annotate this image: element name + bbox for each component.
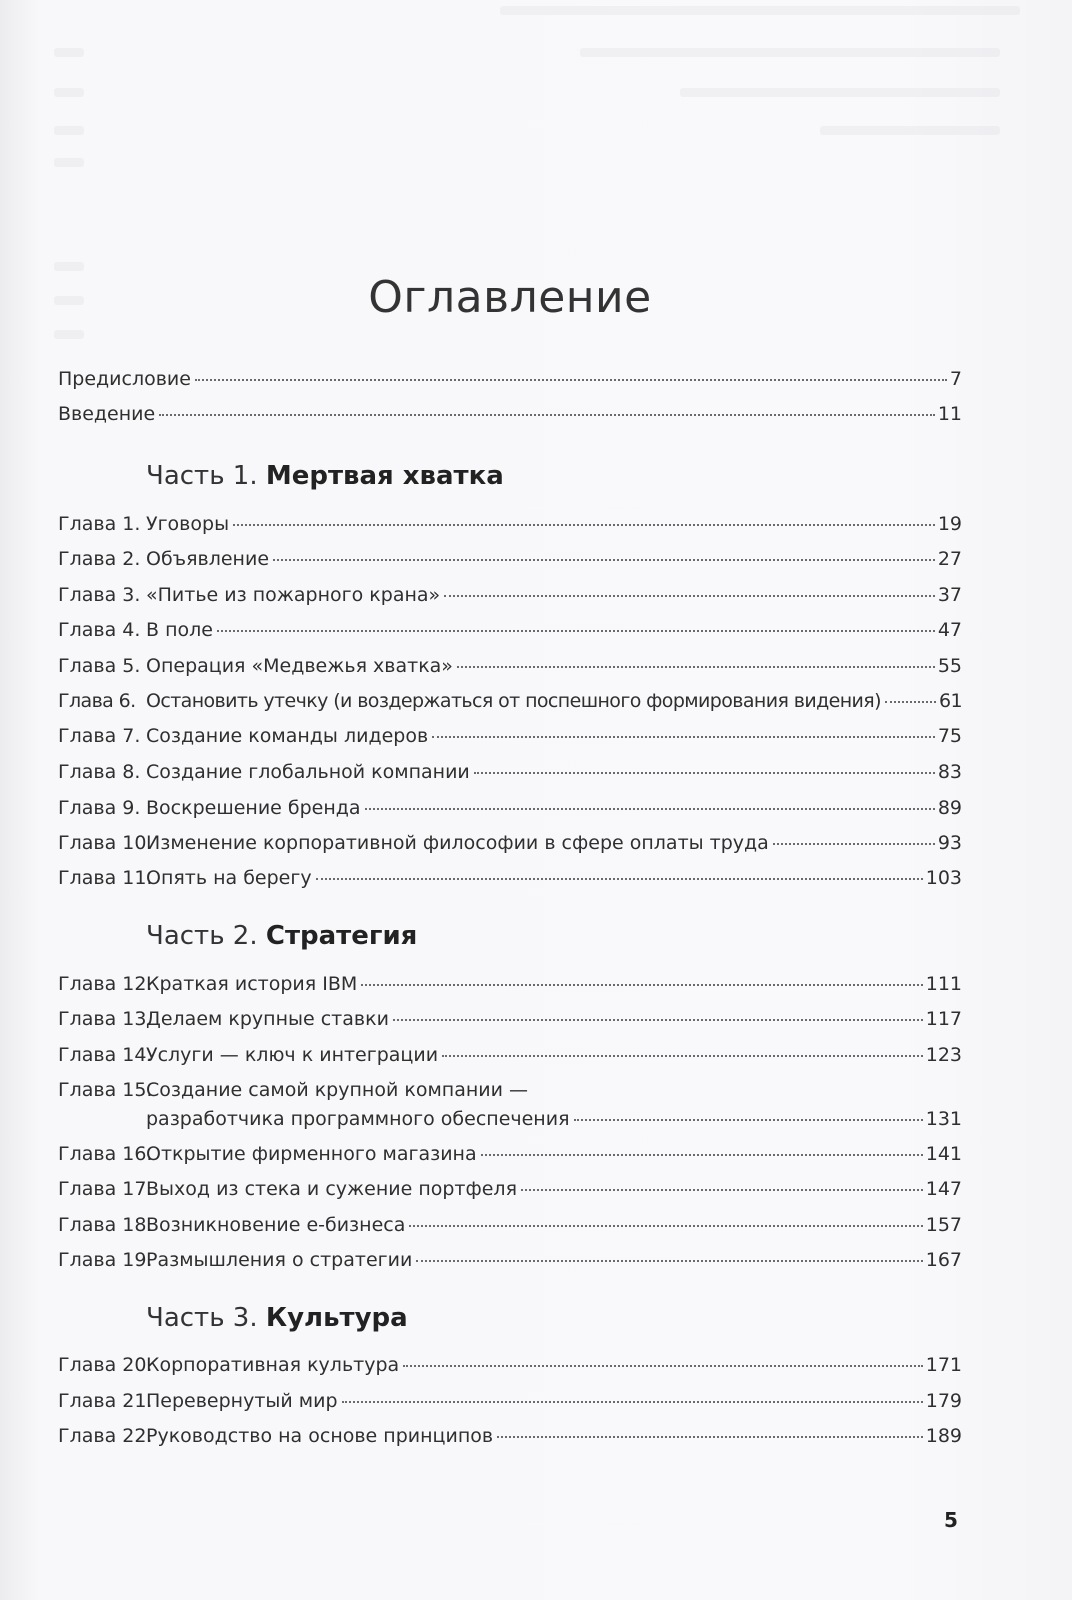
chapter-title: В поле [146, 619, 213, 641]
chapter-title: Возникновение е-бизнеса [146, 1214, 406, 1236]
chapter-label: Глава 19. [58, 1249, 153, 1271]
dot-leader [497, 1436, 923, 1438]
chapter-title: Опять на берегу [146, 867, 312, 889]
toc-entry-chapter [58, 1353, 962, 1377]
chapter-page: 171 [925, 1354, 962, 1376]
chapter-title: Корпоративная культура [146, 1354, 400, 1376]
part-heading-3 [146, 1303, 408, 1333]
toc-entry-chapter [58, 1007, 962, 1031]
chapter-label: Глава 15. [58, 1079, 153, 1101]
toc-entry-chapter [58, 547, 962, 571]
toc-entry-chapter [58, 689, 962, 713]
chapter-label: Глава 21. [58, 1390, 153, 1412]
chapter-title: Создание команды лидеров [146, 725, 429, 747]
part-name: Культура [265, 1303, 408, 1333]
page-title: Оглавление [368, 272, 652, 323]
dot-leader [409, 1225, 922, 1227]
dot-leader [457, 666, 935, 668]
toc-entry-chapter [58, 654, 962, 678]
chapter-label: Глава 20. [58, 1354, 153, 1376]
chapter-page: 141 [925, 1143, 962, 1165]
dot-leader [361, 984, 922, 986]
chapter-title: Объявление [146, 548, 270, 570]
toc-entry-chapter [58, 1424, 962, 1448]
dot-leader [444, 595, 935, 597]
chapter-page: 131 [925, 1108, 962, 1130]
toc-entry-chapter [58, 724, 962, 748]
chapter-title: Краткая история IBM [146, 973, 358, 995]
chapter-title: «Питье из пожарного крана» [146, 584, 441, 606]
entry-text: Введение [58, 403, 156, 425]
chapter-page: 157 [925, 1214, 962, 1236]
chapter-label: Глава 5. [58, 655, 141, 677]
chapter-label: Глава 22. [58, 1425, 153, 1447]
entry-page: 11 [937, 403, 962, 425]
chapter-page: 167 [925, 1249, 962, 1271]
chapter-label: Глава 2. [58, 548, 141, 570]
dot-leader [273, 559, 935, 561]
chapter-page: 61 [939, 690, 962, 712]
chapter-label: Глава 8. [58, 761, 141, 783]
toc-entry-chapter [58, 796, 962, 820]
chapter-title: Размышления о стратегии [146, 1249, 413, 1271]
chapter-label: Глава 9. [58, 797, 141, 819]
chapter-label: Глава 12. [58, 973, 153, 995]
chapter-title: Создание самой крупной компании — [146, 1079, 529, 1101]
chapter-label: Глава 13. [58, 1008, 153, 1030]
chapter-title-continued: разработчика программного обеспечения [146, 1108, 570, 1130]
toc-entry-chapter [58, 583, 962, 607]
dot-leader [574, 1119, 923, 1121]
toc-entry-chapter [58, 512, 962, 536]
page-number: 5 [944, 1508, 958, 1532]
chapter-page: 189 [925, 1425, 962, 1447]
chapter-page: 37 [937, 584, 962, 606]
part-name: Мертвая хватка [265, 461, 504, 491]
chapter-label: Глава 18. [58, 1214, 153, 1236]
toc-entry-chapter [58, 972, 962, 996]
part-heading-1 [146, 461, 504, 491]
chapter-page: 147 [925, 1178, 962, 1200]
part-prefix: Часть 2. [146, 921, 266, 951]
chapter-page: 27 [937, 548, 962, 570]
chapter-title: Открытие фирменного магазина [146, 1143, 477, 1165]
toc-entry-preface [58, 367, 962, 391]
entry-text: Предисловие [58, 368, 191, 390]
chapter-title: Уговоры [146, 513, 230, 535]
toc-entry-chapter [58, 1213, 962, 1237]
chapter-title: Перевернутый мир [146, 1390, 338, 1412]
dot-leader [365, 808, 935, 810]
chapter-label: Глава 10. [58, 832, 153, 854]
chapter-page: 47 [937, 619, 962, 641]
dot-leader [773, 843, 935, 845]
dot-leader [316, 878, 923, 880]
dot-leader [442, 1055, 923, 1057]
chapter-page: 93 [937, 832, 962, 854]
chapter-label: Глава 7. [58, 725, 141, 747]
toc-entry-chapter [58, 1142, 962, 1166]
chapter-label: Глава 11. [58, 867, 153, 889]
chapter-page: 123 [925, 1044, 962, 1066]
dot-leader [432, 736, 935, 738]
chapter-label: Глава 14. [58, 1044, 153, 1066]
dot-leader [416, 1260, 922, 1262]
chapter-title: Создание глобальной компании [146, 761, 470, 783]
toc-entry-chapter [58, 618, 962, 642]
dot-leader [393, 1019, 923, 1021]
toc-entry-chapter [58, 831, 962, 855]
entry-page: 7 [949, 368, 962, 390]
chapter-page: 75 [937, 725, 962, 747]
dot-leader [521, 1189, 923, 1191]
part-name: Стратегия [265, 921, 418, 951]
chapter-label: Глава 16. [58, 1143, 153, 1165]
chapter-page: 179 [925, 1390, 962, 1412]
toc-entry-chapter [58, 1043, 962, 1067]
chapter-page: 103 [925, 867, 962, 889]
chapter-title: Остановить утечку (и воздержаться от поспешного формирования видения) [146, 690, 881, 712]
chapter-title: Руководство на основе принципов [146, 1425, 494, 1447]
dot-leader [342, 1401, 923, 1403]
dot-leader [474, 772, 935, 774]
chapter-label: Глава 4. [58, 619, 141, 641]
toc-entry-chapter-continued [146, 1107, 962, 1131]
chapter-label: Глава 1. [58, 513, 141, 535]
chapter-title: Выход из стека и сужение портфеля [146, 1178, 518, 1200]
dot-leader [885, 701, 936, 703]
chapter-title: Воскрешение бренда [146, 797, 361, 819]
chapter-page: 83 [937, 761, 962, 783]
toc-entry-chapter [58, 866, 962, 890]
toc-entry-chapter [58, 1177, 962, 1201]
chapter-page: 111 [925, 973, 962, 995]
dot-leader [159, 414, 935, 416]
dot-leader [403, 1365, 923, 1367]
part-prefix: Часть 3. [146, 1303, 266, 1333]
chapter-label: Глава 17. [58, 1178, 153, 1200]
toc-entry-chapter [58, 1078, 962, 1102]
part-heading-2 [146, 921, 417, 951]
dot-leader [195, 379, 947, 381]
chapter-label: Глава 3. [58, 584, 141, 606]
part-prefix: Часть 1. [146, 461, 266, 491]
chapter-page: 117 [925, 1008, 962, 1030]
chapter-label: Глава 6. [58, 690, 136, 712]
chapter-page: 89 [937, 797, 962, 819]
chapter-title: Делаем крупные ставки [146, 1008, 389, 1030]
toc-entry-chapter [58, 760, 962, 784]
chapter-title: Услуги — ключ к интеграции [146, 1044, 439, 1066]
chapter-title: Операция «Медвежья хватка» [146, 655, 453, 677]
chapter-title: Изменение корпоративной философии в сфере оплаты труда [146, 832, 769, 854]
toc-entry-introduction [58, 402, 962, 426]
toc-entry-chapter [58, 1389, 962, 1413]
chapter-page: 19 [937, 513, 962, 535]
dot-leader [233, 524, 935, 526]
dot-leader [217, 630, 935, 632]
chapter-page: 55 [937, 655, 962, 677]
dot-leader [481, 1154, 923, 1156]
toc-entry-chapter [58, 1248, 962, 1272]
